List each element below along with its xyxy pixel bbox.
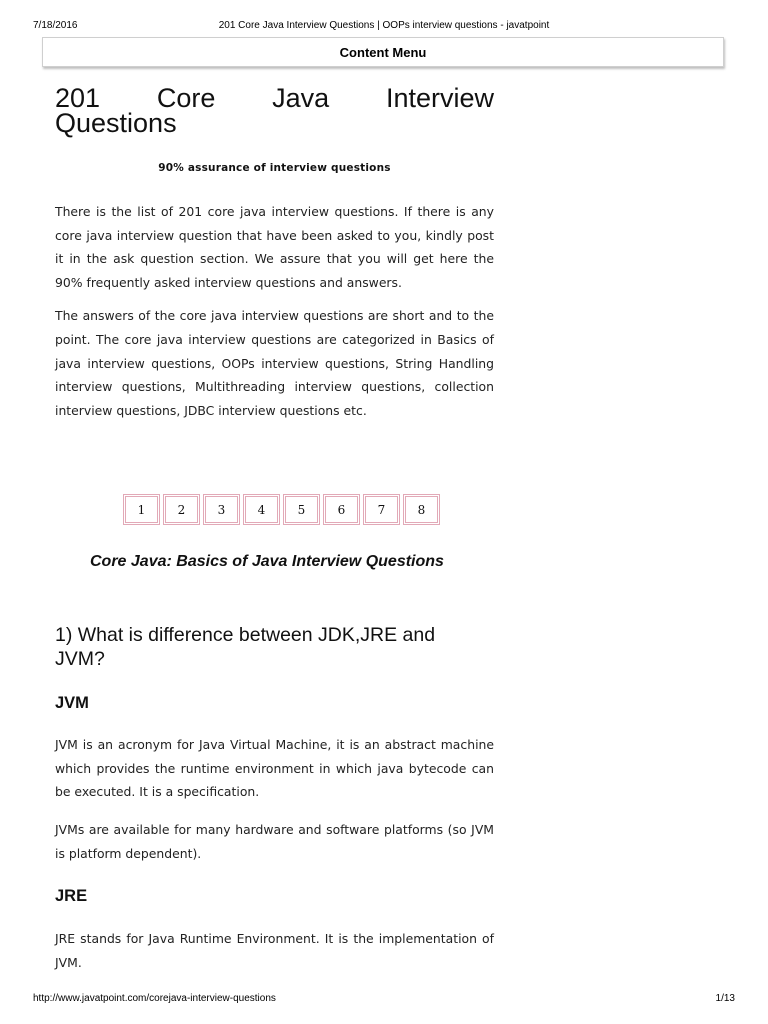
page-link-3[interactable]: 3 xyxy=(203,494,240,525)
page-link-7[interactable]: 7 xyxy=(363,494,400,525)
content-menu-label: Content Menu xyxy=(339,44,427,60)
print-url: http://www.javatpoint.com/corejava-interview-questions xyxy=(33,993,276,1004)
section-heading: Core Java: Basics of Java Interview Questions xyxy=(90,553,444,570)
page-title-word: Interview xyxy=(385,83,494,113)
page-title-word: Java xyxy=(272,83,330,113)
page-link-5[interactable]: 5 xyxy=(283,494,320,525)
print-header xyxy=(33,20,735,34)
jvm-heading: JVM xyxy=(55,694,89,712)
page-title xyxy=(55,83,494,138)
page-link-1[interactable]: 1 xyxy=(123,494,160,525)
article-intro xyxy=(55,83,494,422)
print-footer xyxy=(33,993,735,1007)
pagination xyxy=(123,494,440,525)
question-1-title-text: 1) What is difference between JDK,JRE and xyxy=(55,624,436,646)
print-page-number: 1/13 xyxy=(715,993,735,1004)
page-title-word: Core xyxy=(156,83,216,113)
page-link-2[interactable]: 2 xyxy=(163,494,200,525)
question-1-block xyxy=(55,623,494,970)
print-date: 7/18/2016 xyxy=(33,20,78,31)
question-1-title-line-2: JVM? xyxy=(55,648,105,670)
jre-heading: JRE xyxy=(55,887,88,905)
intro-paragraph-1: There is the list of 201 core java interview questions. If there is any core java interview question that have been asked to you, kindly post it in the ask question section. We assure that you will get here the 90% frequently asked interview questions and answers. xyxy=(55,204,494,290)
page-link-4[interactable]: 4 xyxy=(243,494,280,525)
jre-paragraph-1: JRE stands for Java Runtime Environment. It is the implementation of JVM. xyxy=(55,931,494,970)
page-subtitle: 90% assurance of interview questions xyxy=(158,162,391,174)
question-1-title xyxy=(55,623,494,671)
question-1-title-line-1 xyxy=(55,623,494,647)
page-title-line-2: Questions xyxy=(55,108,177,138)
page-link-6[interactable]: 6 xyxy=(323,494,360,525)
jvm-paragraph-1: JVM is an acronym for Java Virtual Machine, it is an abstract machine which provides the runtime environment in which java bytecode can be executed. It is a specification. xyxy=(55,737,494,800)
intro-paragraph-2: The answers of the core java interview questions are short and to the point. The core java interview questions are categorized in Basics of java interview questions, OOPs interview questions, String Handling interview questions, Multithreading interview questions, collection interview questions, JDBC interview questions etc. xyxy=(55,308,494,418)
jvm-paragraph-2: JVMs are available for many hardware and software platforms (so JVM is platform dependent). xyxy=(55,822,494,861)
page-link-8[interactable]: 8 xyxy=(403,494,440,525)
page-title-word: 201 xyxy=(55,83,101,113)
print-document-title: 201 Core Java Interview Questions | OOPs interview questions - javatpoint xyxy=(218,20,550,31)
content-menu-button[interactable] xyxy=(42,37,724,67)
